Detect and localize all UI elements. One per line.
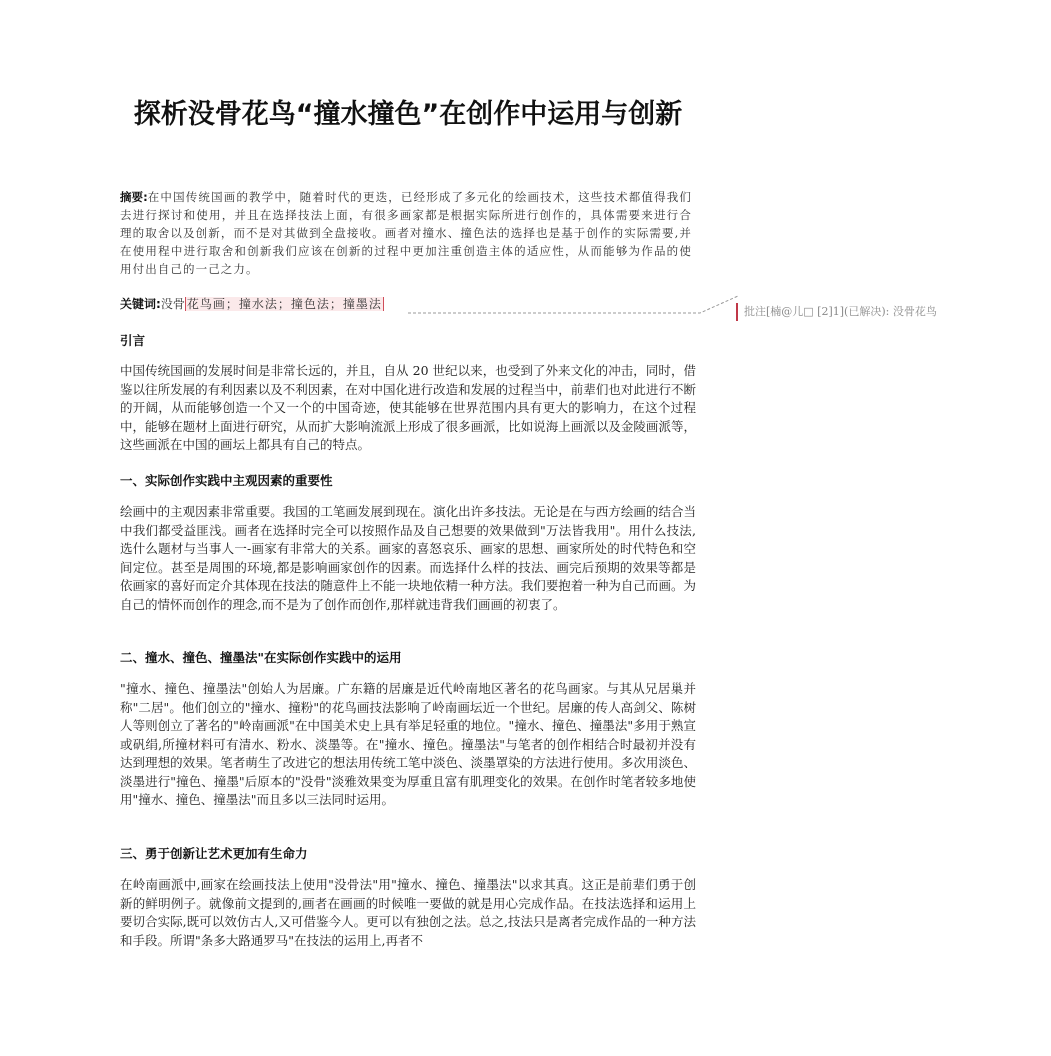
- keywords-comment-highlight[interactable]: 花鸟画；撞水法；撞色法；撞墨法: [186, 297, 382, 311]
- comment-text: 批注[楠@儿□ [2]1](已解决): 没骨花鸟: [744, 305, 937, 318]
- section-body-intro: 中国传统国画的发展时间是非常长远的，并且，自从 20 世纪以来，也受到了外来文化的冲击，同时，借鉴以往所发展的有利因素以及不利因素，在对中国化进行改造和发展的过程当中，前辈们也对此进行不断的开阔，从而能够创造一个又一个的中国奇迹，使其能够在世界范围内具有更大的影响力，在这个过程中，能够在题材上面进行研究，从而扩大影响流派上形成了很多画派，比如说海上画派以及金陵画派等，这些画派在中国的画坛上都具有自己的特点。: [120, 363, 696, 452]
- keywords-label: 关键词:: [120, 297, 161, 311]
- section-body-3: 在岭南画派中,画家在绘画技法上使用"没骨法"用"撞水、撞色、撞墨法"以求其真。这正是前辈们勇于创新的鲜明例子。就像前文提到的,画者在画画的时候唯一要做的就是用心完成作品。在技法选择和运用上要切合实际,既可以效仿古人,又可借鉴今人。更可以有独创之法。总之,技法只是离者完成作品的一种方法和手段。所谓"条多大路通罗马"在技法的运用上,再者不: [120, 877, 696, 948]
- review-comment-balloon[interactable]: [736, 303, 937, 321]
- keywords-prefix: 没骨: [160, 297, 185, 311]
- abstract-label: 摘要:: [120, 190, 148, 204]
- section-heading-1: 一、实际创作实践中主观因素的重要性: [120, 473, 333, 488]
- section-body-2: "撞水、撞色、撞墨法"创始人为居廉。广东籍的居廉是近代岭南地区著名的花鸟画家。与其从兄居巢并称"二居"。他们创立的"撞水、撞粉"的花鸟画技法影响了岭南画坛近一个世纪。居廉的传人高剑父、陈树人等则创立了著名的"岭南画派"在中国美术史上具有举足轻重的地位。"撞水、撞色、撞墨法"多用于熟宣或矾绢,所撞材料可有清水、粉水、淡墨等。在"撞水、撞色。撞墨法"与笔者的创作相结合时最初并没有达到理想的效果。笔者萌生了改进它的想法用传统工笔中淡色、淡墨罩染的方法进行使用。多次用淡色、淡墨进行"撞色、撞墨"后原本的"没骨"淡雅效果变为厚重且富有肌理变化的效果。在创作时笔者较多地使用"撞水、撞色、撞墨法"而且多以三法同时运用。: [120, 681, 696, 807]
- section-body-1: 绘画中的主观因素非常重要。我国的工笔画发展到现在。演化出许多技法。无论是在与西方绘画的结合当中我们都受益匪浅。画者在选择时完全可以按照作品及自己想要的效果做到"万法皆我用"。用什么技法,选什么题材与当事人一-画家有非常大的关系。画家的喜怒哀乐、画家的思想、画家所处的时代特色和空间定位。甚至是周围的环境,都是影响画家创作的因素。而选择什么样的技法、画完后预期的效果等都是依画家的喜好而定介其体现在技法的随意件上不能一块地依精一种方法。我们要抱着一种为自己而画。为自己的情怀而创作的理念,而不是为了创作而创作,那样就违背我们画画的初衷了。: [120, 504, 696, 612]
- section-heading-2: 二、撞水、撞色、撞墨法"在实际创作实践中的运用: [120, 650, 402, 665]
- abstract-text: 在中国传统国画的教学中，随着时代的更迭，已经形成了多元化的绘画技术，这些技术都值得我们去进行探讨和使用，并且在选择技法上面，有很多画家都是根据实际所进行创作的，具体需要来进行合理的取舍以及创新，而不是对其做到全盘接收。画者对撞水、撞色法的选择也是基于创作的实际需要,并在使用程中进行取舍和创新我们应该在创新的过程中更加注重创造主体的适应性，从而能够为作品的使用付出自己的一己之力。: [120, 190, 692, 276]
- document-title: 探析没骨花鸟“撞水撞色”在创作中运用与创新: [133, 99, 683, 130]
- section-heading-intro: 引言: [120, 333, 146, 348]
- section-heading-3: 三、勇于创新让艺术更加有生命力: [120, 846, 308, 861]
